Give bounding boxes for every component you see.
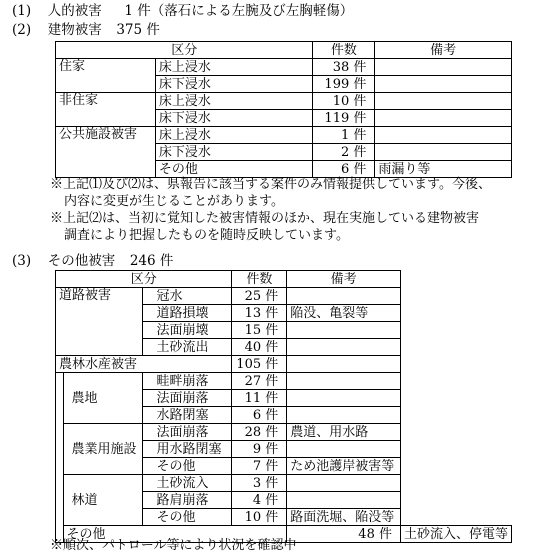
row-count: 105 件 [232, 356, 287, 373]
row-note [287, 288, 401, 305]
row-note [375, 110, 512, 127]
row-count: 7 件 [232, 458, 287, 475]
row-count: 15 件 [232, 322, 287, 339]
table-header-row [56, 271, 512, 288]
header-kensu: 件数 [313, 42, 375, 59]
section-3-number: (3) [12, 253, 32, 269]
row-note: 陥没、亀裂等 [287, 305, 401, 322]
note-line: 調査により把握したものを随時反映しています。 [64, 228, 349, 243]
row-note: 路面洗堀、陥没等 [287, 509, 401, 526]
row-count: 38 件 [313, 59, 375, 76]
category-other: その他 [63, 526, 287, 543]
row-count: 4 件 [232, 492, 287, 509]
row-count: 9 件 [232, 441, 287, 458]
row-note [287, 356, 401, 373]
row-label: 床上浸水 [155, 93, 313, 110]
header-biko: 備考 [375, 42, 512, 59]
row-count: 6 件 [313, 161, 375, 178]
row-count: 40 件 [232, 339, 287, 356]
row-count: 27 件 [232, 373, 287, 390]
row-note: 土砂流入、停電等 [400, 526, 511, 543]
section-2-label: 建物被害 [47, 22, 102, 38]
row-label: 土砂流出 [142, 339, 232, 356]
section-3-heading [12, 253, 173, 269]
section-3-value: 246 件 [129, 253, 174, 269]
table-row [56, 373, 512, 390]
row-note: 農道、用水路 [287, 424, 401, 441]
table-row [56, 475, 512, 492]
table-row [56, 93, 512, 110]
row-count: 6 件 [232, 407, 287, 424]
row-note [287, 339, 401, 356]
row-label: 土砂流入 [142, 475, 232, 492]
section-2-heading [12, 22, 160, 38]
row-label: 床上浸水 [155, 127, 313, 144]
row-note [287, 407, 401, 424]
category-road: 道路被害 [56, 288, 143, 356]
header-kubun: 区分 [56, 42, 313, 59]
row-label: 路肩崩落 [142, 492, 232, 509]
row-note [287, 441, 401, 458]
row-label: 法面崩落 [142, 390, 232, 407]
row-label: その他 [155, 161, 313, 178]
row-count: 13 件 [232, 305, 287, 322]
subcategory-nochi: 農地 [63, 373, 142, 424]
row-count: 25 件 [232, 288, 287, 305]
row-label: 床下浸水 [155, 76, 313, 93]
section-3-label: その他被害 [47, 253, 116, 269]
section-2-number: (2) [12, 22, 32, 38]
row-note [287, 492, 401, 509]
category-jyuka: 住家 [56, 59, 156, 93]
table-row [56, 424, 512, 441]
section-1-number: (1) [12, 3, 32, 19]
section-1-label: 人的被害 [47, 3, 102, 19]
row-count: 11 件 [232, 390, 287, 407]
row-count: 199 件 [313, 76, 375, 93]
note-line: 内容に変更が生じることがあります。 [64, 194, 284, 209]
subcategory-shisetsu: 農業用施設 [63, 424, 142, 475]
row-note [375, 127, 512, 144]
row-note: ため池護岸被害等 [287, 458, 401, 475]
note-line: ※順次、パトロール等により状況を確認中 [50, 538, 297, 553]
indent-spacer [56, 373, 64, 543]
table-row [56, 59, 512, 76]
row-count: 2 件 [313, 144, 375, 161]
subcategory-rindo: 林道 [63, 475, 142, 526]
header-kensu: 件数 [232, 271, 287, 288]
row-label: 冠水 [142, 288, 232, 305]
row-count: 3 件 [232, 475, 287, 492]
row-count: 48 件 [287, 526, 401, 543]
row-note: 雨漏り等 [375, 161, 512, 178]
building-damage-table [55, 41, 512, 178]
row-label: 道路損壊 [142, 305, 232, 322]
row-note [287, 390, 401, 407]
row-label: 床下浸水 [155, 144, 313, 161]
row-label: 法面崩壊 [142, 322, 232, 339]
section-1-heading [12, 3, 353, 19]
row-label: 水路閉塞 [142, 407, 232, 424]
category-kokyo: 公共施設被害 [56, 127, 156, 178]
table-row [56, 127, 512, 144]
category-hijyuka: 非住家 [56, 93, 156, 127]
row-label: 畦畔崩落 [142, 373, 232, 390]
table-row [56, 288, 512, 305]
section-1-value: 1 件（落石による左腕及び左胸軽傷） [124, 3, 354, 19]
row-count: 10 件 [313, 93, 375, 110]
row-note [287, 475, 401, 492]
row-note [375, 76, 512, 93]
row-note [375, 144, 512, 161]
row-count: 10 件 [232, 509, 287, 526]
row-label: その他 [142, 458, 232, 475]
table-header-row [56, 42, 512, 59]
row-label: 用水路閉塞 [142, 441, 232, 458]
row-label: 法面崩落 [142, 424, 232, 441]
row-label: 床下浸水 [155, 110, 313, 127]
row-label: その他 [142, 509, 232, 526]
note-line: ※上記⑵は、当初に覚知した被害情報のほか、現在実施している建物被害 [50, 211, 480, 226]
table-row [56, 356, 512, 373]
row-note [287, 322, 401, 339]
row-count: 119 件 [313, 110, 375, 127]
row-count: 1 件 [313, 127, 375, 144]
header-biko: 備考 [287, 271, 401, 288]
note-line: ※上記⑴及び⑵は、県報告に該当する案件のみ情報提供しています。今後、 [50, 177, 491, 192]
row-count: 28 件 [232, 424, 287, 441]
row-note [375, 93, 512, 110]
other-damage-table [55, 270, 512, 543]
category-agri: 農林水産被害 [56, 356, 232, 373]
row-label: 床上浸水 [155, 59, 313, 76]
header-kubun: 区分 [56, 271, 232, 288]
row-note [287, 373, 401, 390]
section-2-value: 375 件 [116, 22, 160, 38]
row-note [375, 59, 512, 76]
